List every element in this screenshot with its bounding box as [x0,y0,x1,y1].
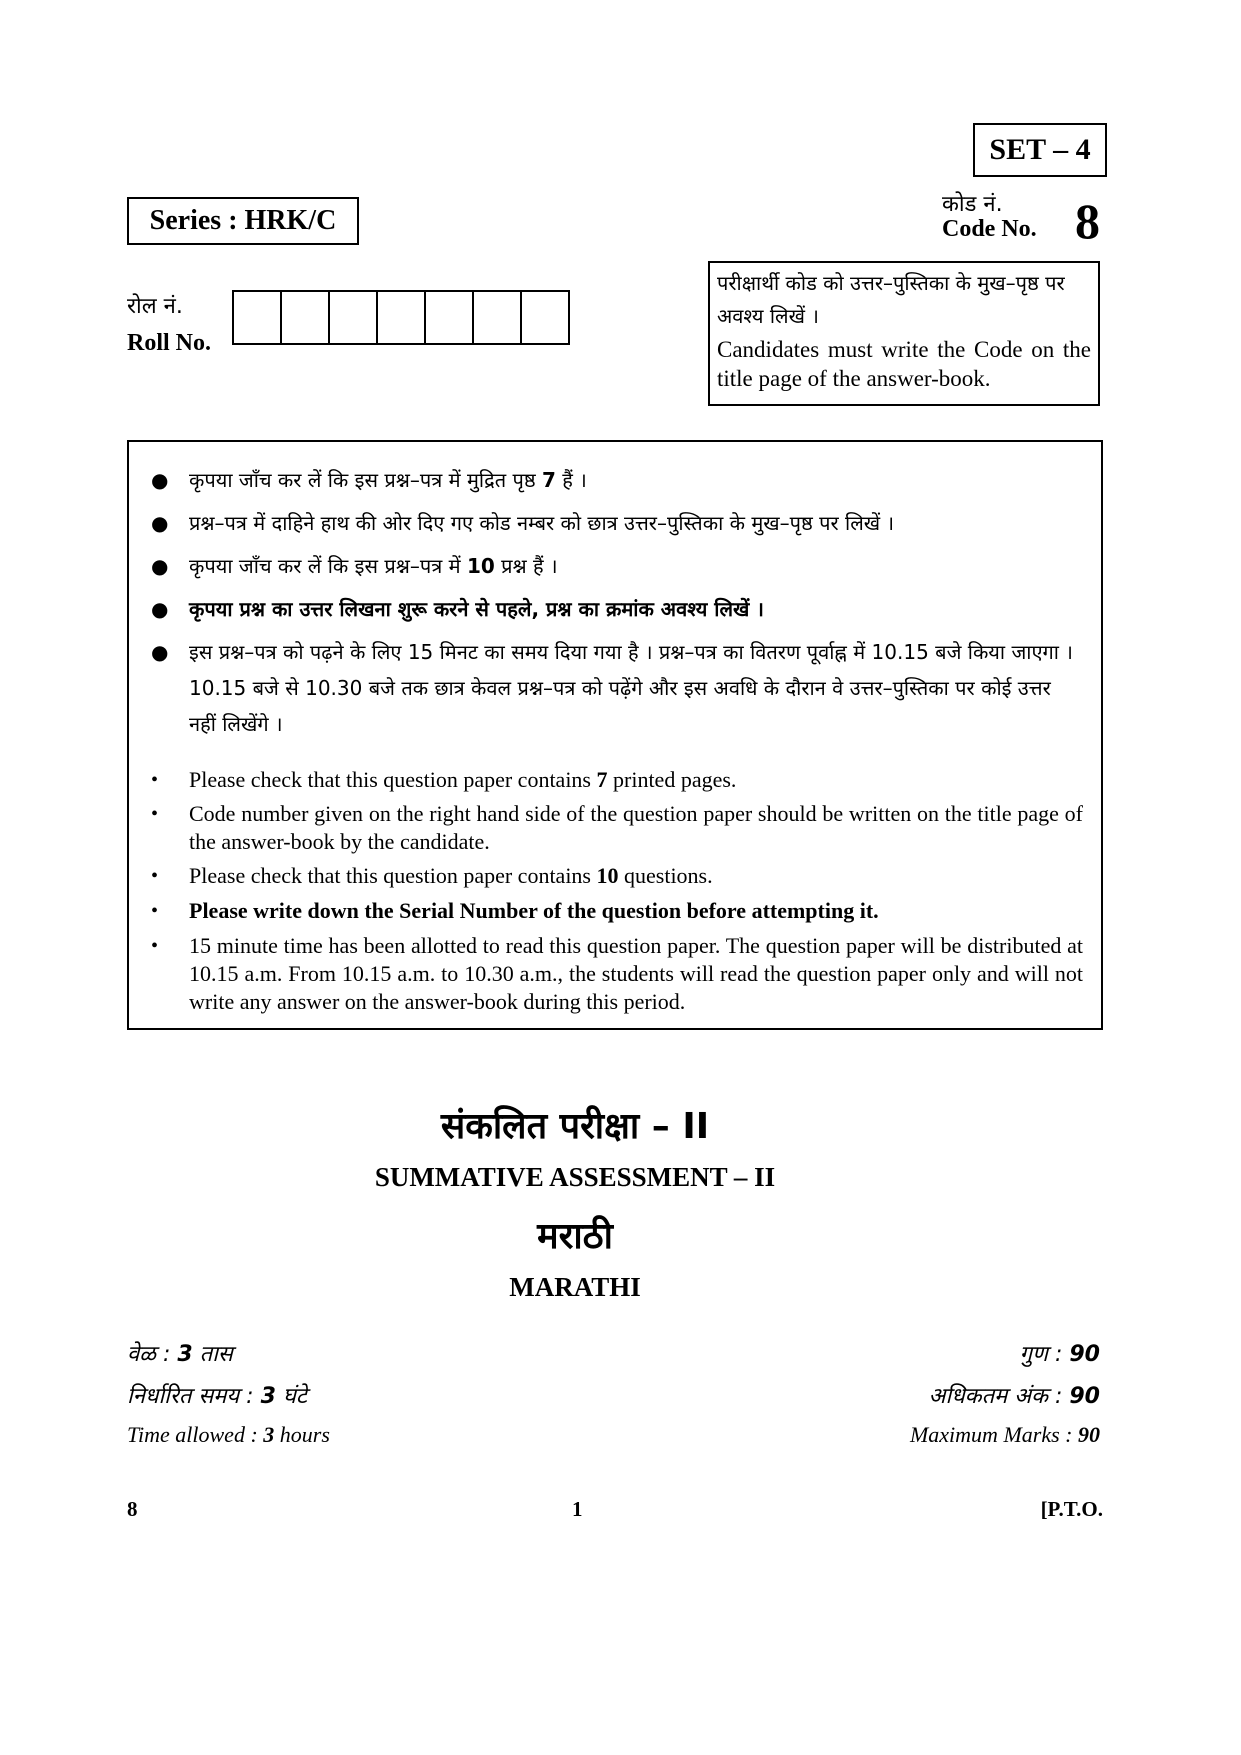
bullet-icon: • [151,935,159,957]
series-box [127,197,359,245]
instruction-english-5: • 15 minute time has been allotted to read this question paper. The question paper will be distributed at 10.15 a.m. From 10.15 a.m. to 10.30 a.m., the students will read the question paper only and will not write any answer on the answer-book during this period. [151,933,1083,1014]
instruction-hindi-5: ● इस प्रश्न–पत्र को पढ़ने के लिए 15 मिनट का समय दिया गया है । प्रश्न–पत्र का वितरण पूर्वाह्न में 10.15 बजे किया जाएगा । 10.15 बजे से 10.30 बजे तक छात्र केवल प्रश्न–पत्र को पढ़ेंगे और इस अवधि के दौरान वे उत्तर–पुस्तिका पर कोई उत्तर नहीं लिखेंगे । [129,634,1105,742]
set-number-box [973,123,1107,177]
roll-digit-box[interactable] [376,292,424,343]
instruction-english-3: • Please check that this question paper contains 10 questions. [151,863,713,888]
bullet-icon: ● [151,511,169,535]
instruction-hindi-3: ● कृपया जाँच कर लें कि इस प्रश्न–पत्र में 10 प्रश्न हैं । [129,548,1105,584]
series-label: Series : HRK/C [149,205,337,236]
bullet-icon: ● [151,468,169,492]
time-marathi: वेळ : 3 तास [127,1342,233,1367]
code-label-hindi: कोड नं. [942,192,1003,217]
instruction-hindi-2: ● प्रश्न–पत्र में दाहिने हाथ की ओर दिए गए कोड नम्बर को छात्र उत्तर–पुस्तिका के मुख–पृष्ठ पर लिखें । [129,505,1105,541]
roll-digit-box[interactable] [328,292,376,343]
bullet-icon: • [151,900,159,922]
code-number: 8 [1075,193,1100,249]
please-turn-over: [P.T.O. [1040,1497,1103,1521]
bullet-icon: ● [151,640,169,664]
subject-hindi: मराठी [537,1216,613,1257]
roll-digit-box[interactable] [520,292,570,343]
marks-marathi: गुण : 90 [1019,1342,1100,1367]
roll-digit-box[interactable] [472,292,520,343]
roll-digit-box[interactable] [424,292,472,343]
roll-number-grid[interactable] [232,290,570,345]
instruction-hindi-1: ● कृपया जाँच कर लें कि इस प्रश्न–पत्र में मुद्रित पृष्ठ 7 हैं । [129,462,1105,498]
candidate-note-hindi: परीक्षार्थी कोड को उत्तर–पुस्तिका के मुख–पृष्ठ पर अवश्य लिखें । [717,271,1065,328]
instruction-hindi-4: ● कृपया प्रश्न का उत्तर लिखना शुरू करने से पहले, प्रश्न का क्रमांक अवश्य लिखें । [129,591,1105,627]
instruction-english-2: • Code number given on the right hand side of the question paper should be written on the title page of the answer-book by the candidate. [151,801,1083,854]
instructions-box [127,440,1103,1030]
instruction-english-1: • Please check that this question paper contains 7 printed pages. [151,767,737,792]
subject-english: MARATHI [509,1272,641,1302]
marks-english: Maximum Marks : 90 [909,1422,1100,1447]
instruction-english-4: • Please write down the Serial Number of the question before attempting it. [151,898,879,923]
candidate-note-english: Candidates must write the Code on the title page of the answer-book. [717,337,1091,391]
time-hindi: निर्धारित समय : 3 घंटे [127,1384,307,1409]
roll-label-hindi: रोल नं. [127,294,183,319]
set-number: SET – 4 [989,133,1091,166]
roll-digit-box[interactable] [280,292,328,343]
roll-label: Roll No. [127,330,211,356]
page-number: 1 [572,1497,583,1521]
bullet-icon: ● [151,554,169,578]
bullet-icon: • [151,803,159,825]
marks-hindi: अधिकतम अंक : 90 [928,1384,1100,1409]
bullet-icon: • [151,769,159,791]
code-label: Code No. [942,216,1037,242]
roll-digit-box[interactable] [232,292,280,343]
exam-title-english: SUMMATIVE ASSESSMENT – II [374,1162,776,1192]
footer-code: 8 [127,1497,138,1521]
bullet-icon: • [151,865,159,887]
candidate-note-box [708,261,1100,406]
exam-title-hindi: संकलित परीक्षा – II [440,1106,710,1147]
time-english: Time allowed : 3 hours [127,1422,330,1447]
bullet-icon: ● [151,597,169,621]
